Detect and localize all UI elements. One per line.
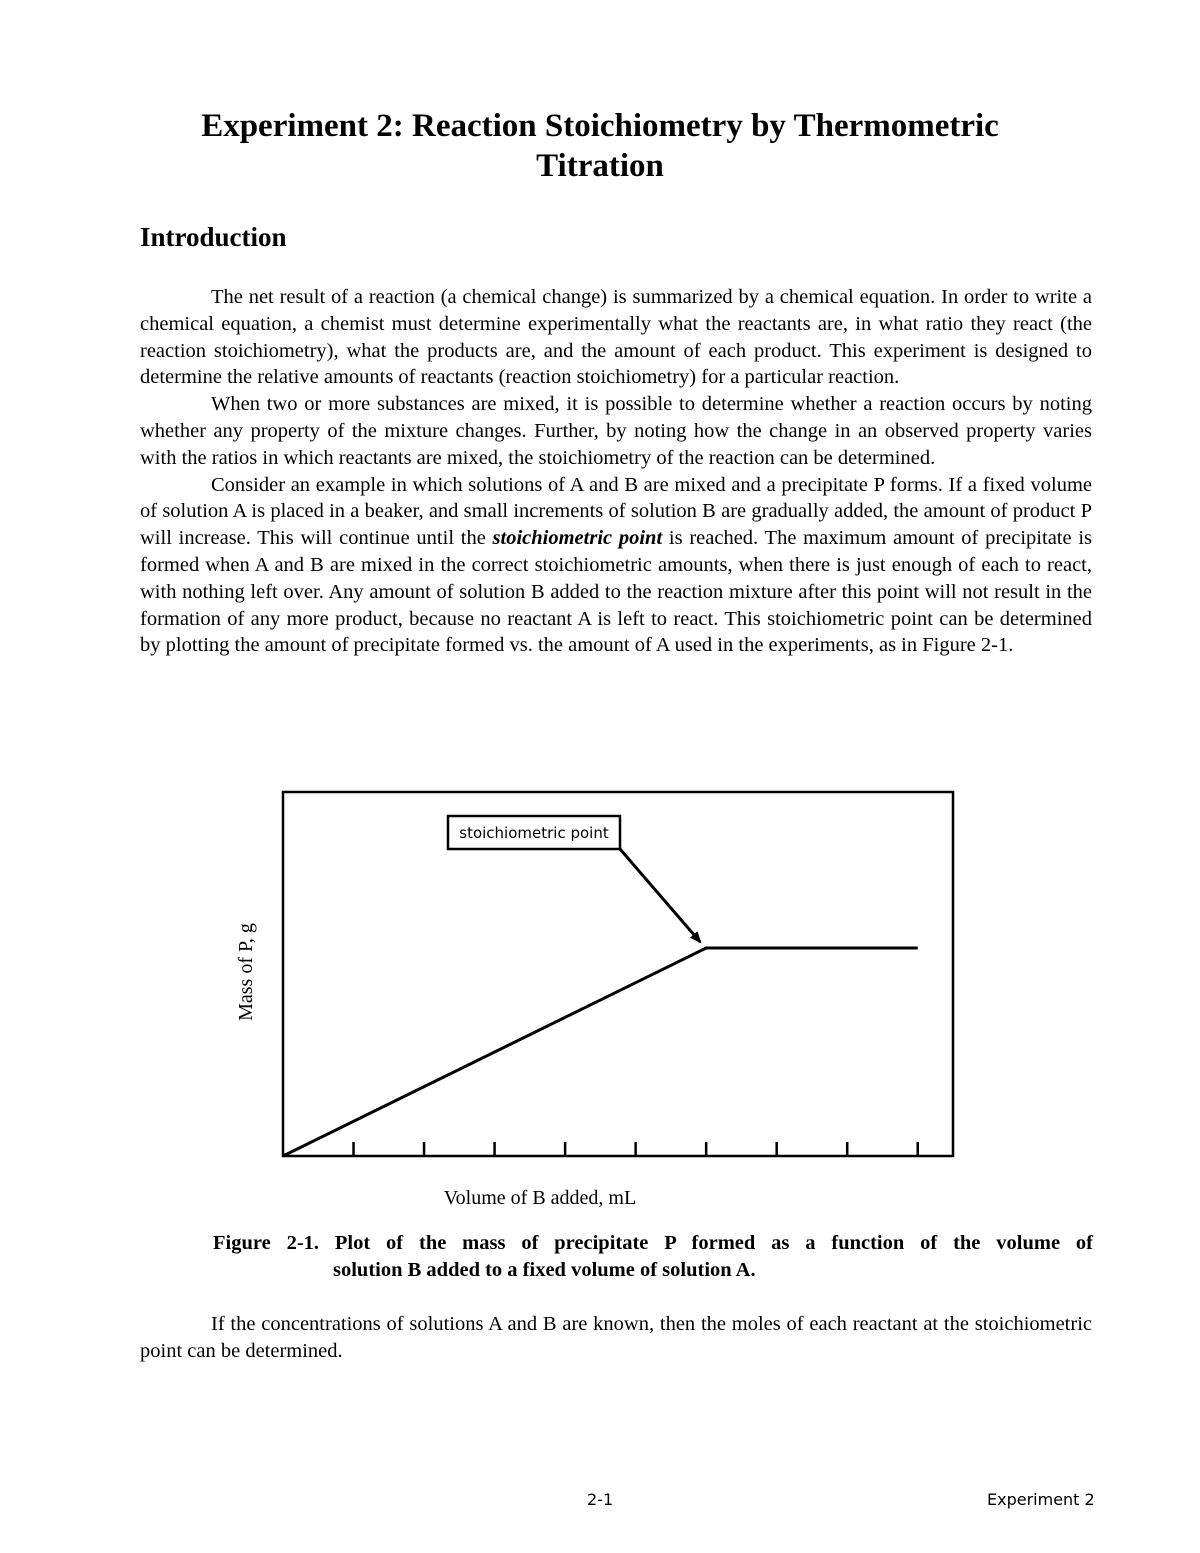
paragraph-2-text: When two or more substances are mixed, it is possible to determine whether a reaction occurs by noting whether any property of the mixture changes. Further, by noting how the change in an observed property varies with the ratios in which reactants are mixed, the stoichiometry of the reaction can be determined. — [140, 393, 1092, 469]
stoichiometric-point-emphasis: stoichiometric point — [492, 527, 663, 550]
introduction-body — [140, 284, 1092, 659]
closing-paragraph: If the concentrations of solutions A and B are known, then the moles of each reactant at the stoichiometric point can be determined. — [140, 1313, 1092, 1362]
paragraph-3-text-before: Consider an example in which solutions of A and B are mixed and a precipitate P forms. If a fixed volume of solution A is placed in a beaker, and small increments of solution B are gradually added, the amount of product P will increase. This will continue until the — [140, 473, 1092, 550]
x-axis-ticks — [354, 1142, 918, 1156]
series-line — [283, 948, 918, 1156]
figure-2-1-chart — [220, 780, 970, 1220]
paragraph-2 — [140, 391, 1092, 471]
paragraph-3-text-after: is reached. The maximum amount of precipitate is formed when A and B are mixed in the correct stoichiometric amounts, when there is just enough of each to react, with nothing left over. Any amount of solution B added to the reaction mixture after this point will not result in the formation of any more product, because no reactant A is left to react. This stoichiometric point can be determined by plotting the amount of precipitate formed vs. the amount of A used in the experiments, as in Figure 2-1. — [140, 527, 1092, 657]
paragraph-1-text: The net result of a reaction (a chemical change) is summarized by a chemical equation. In order to write a chemical equation, a chemist must determine experimentally what the reactants are, in what ratio they react (the reaction stoichiometry), what the products are, and the amount of each product. This experiment is designed to determine the relative amounts of reactants (reaction stoichiometry) for a particular reaction. — [140, 286, 1092, 389]
title-line-1: Experiment 2: Reaction Stoichiometry by Thermometric — [201, 108, 999, 144]
paragraph-1 — [140, 284, 1092, 391]
figure-caption-line-2: solution B added to a fixed volume of solution A. — [333, 1259, 756, 1281]
page-title — [150, 106, 1050, 186]
x-axis-label: Volume of B added, mL — [443, 1187, 637, 1209]
y-axis-label: Mass of P, g — [235, 923, 257, 1021]
annotation-arrow — [620, 849, 700, 942]
figure-caption — [213, 1230, 1093, 1284]
annotation-label: stoichiometric point — [459, 824, 609, 842]
chart-svg — [220, 780, 970, 1220]
footer-page-number: 2-1 — [587, 1490, 614, 1509]
annotation-callout — [448, 816, 700, 942]
footer-experiment-label: Experiment 2 — [987, 1490, 1095, 1509]
figure-caption-line-1: Figure 2-1. Plot of the mass of precipitate P formed as a function of the volume of — [213, 1232, 1093, 1254]
paragraph-3 — [140, 472, 1092, 660]
title-line-2: Titration — [536, 148, 664, 184]
section-heading-introduction: Introduction — [140, 222, 287, 252]
